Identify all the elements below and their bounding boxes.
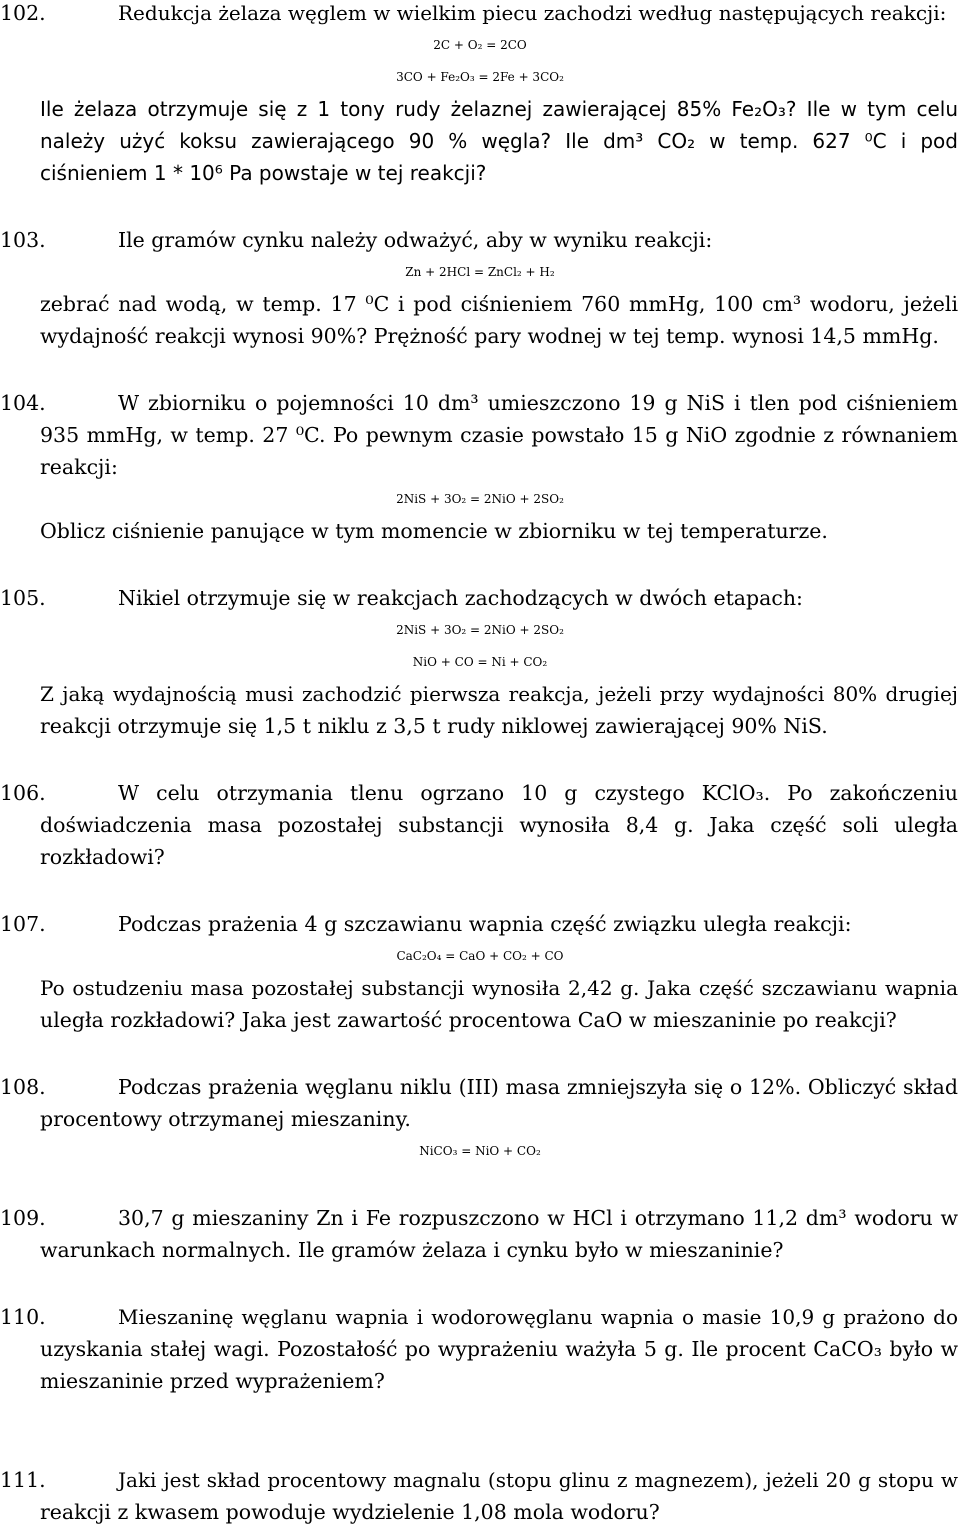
problem-lead-text: Ile gramów cynku należy odważyć, aby w wyniku reakcji: xyxy=(118,228,713,252)
problem-text-line: Ile żelaza otrzymuje się z 1 tony rudy żelaznej zawierającej 85% Fe₂O₃? Ile w tym celu xyxy=(40,97,958,121)
problem-number: 105. xyxy=(0,586,46,610)
problem-text-line: uległa rozkładowi? Jaka jest zawartość procentowa CaO w mieszaninie po reakcji? xyxy=(40,1008,897,1032)
problem-text-line: rozkładowi? xyxy=(40,845,165,869)
problem-text-line: procentowy otrzymanej mieszaniny. xyxy=(40,1107,411,1131)
problem-lead-text: Podczas prażenia węglanu niklu (III) masa zmniejszyła się o 12%. Obliczyć skład xyxy=(118,1075,958,1099)
problem-text-line: reakcji otrzymuje się 1,5 t niklu z 3,5 t rudy niklowej zawierającej 90% NiS. xyxy=(40,714,828,738)
problem-lead-text: Nikiel otrzymuje się w reakcjach zachodzących w dwóch etapach: xyxy=(118,586,803,610)
equation: 3CO + Fe₂O₃ = 2Fe + 3CO₂ xyxy=(396,70,564,84)
problem-text-line: mieszaninie przed wyprażeniem? xyxy=(40,1369,385,1393)
equation: 2C + O₂ = 2CO xyxy=(433,38,527,52)
equation: NiO + CO = Ni + CO₂ xyxy=(412,655,548,669)
problem-text-line: reakcji z kwasem powoduje wydzielenie 1,08 mola wodoru? xyxy=(40,1500,660,1524)
equation: CaC₂O₄ = CaO + CO₂ + CO xyxy=(396,949,564,963)
problem-number: 103. xyxy=(0,228,46,252)
problem-text-line: reakcji: xyxy=(40,455,118,479)
problem-text-line: Oblicz ciśnienie panujące w tym momencie w zbiorniku w tej temperaturze. xyxy=(40,519,828,543)
problem-number: 106. xyxy=(0,781,46,805)
problem-number: 110. xyxy=(0,1305,46,1329)
equation: NiCO₃ = NiO + CO₂ xyxy=(419,1144,541,1158)
problem-text-line: Z jaką wydajnością musi zachodzić pierwsza reakcja, jeżeli przy wydajności 80% drugiej xyxy=(40,682,958,706)
problem-number: 111. xyxy=(0,1468,46,1492)
problem-lead-text: Podczas prażenia 4 g szczawianu wapnia część związku uległa reakcji: xyxy=(118,912,852,936)
problem-lead-text: W celu otrzymania tlenu ogrzano 10 g czystego KClO₃. Po zakończeniu xyxy=(118,781,958,805)
problem-lead-text: Jaki jest skład procentowy magnalu (stopu glinu z magnezem), jeżeli 20 g stopu w xyxy=(118,1468,958,1492)
problem-number: 109. xyxy=(0,1206,46,1230)
problem-text-line: warunkach normalnych. Ile gramów żelaza i cynku było w mieszaninie? xyxy=(40,1238,784,1262)
problem-text-line: 935 mmHg, w temp. 27 ⁰C. Po pewnym czasie powstało 15 g NiO zgodnie z równaniem xyxy=(40,423,958,447)
problem-text-line: uzyskania stałej wagi. Pozostałość po wyprażeniu ważyła 5 g. Ile procent CaCO₃ było w xyxy=(40,1337,958,1361)
problem-text-line: doświadczenia masa pozostałej substancji wynosiła 8,4 g. Jaka część soli uległa xyxy=(40,813,958,837)
problem-number: 107. xyxy=(0,912,46,936)
problem-number: 104. xyxy=(0,391,46,415)
problem-lead-text: Redukcja żelaza węglem w wielkim piecu zachodzi według następujących reakcji: xyxy=(118,1,947,25)
problem-number: 108. xyxy=(0,1075,46,1099)
problem-text-line: Po ostudzeniu masa pozostałej substancji wynosiła 2,42 g. Jaka część szczawianu wapnia xyxy=(40,976,958,1000)
problem-text-line: należy użyć koksu zawierającego 90 % węgla? Ile dm³ CO₂ w temp. 627 ⁰C i pod xyxy=(40,129,958,153)
problem-lead-text: 30,7 g mieszaniny Zn i Fe rozpuszczono w HCl i otrzymano 11,2 dm³ wodoru w xyxy=(118,1206,958,1230)
equation: 2NiS + 3O₂ = 2NiO + 2SO₂ xyxy=(396,492,564,506)
problem-lead-text: W zbiorniku o pojemności 10 dm³ umieszczono 19 g NiS i tlen pod ciśnieniem xyxy=(118,391,958,415)
problem-text-line: wydajność reakcji wynosi 90%? Prężność pary wodnej w tej temp. wynosi 14,5 mmHg. xyxy=(40,324,939,348)
problem-number: 102. xyxy=(0,1,46,25)
problem-lead-text: Mieszaninę węglanu wapnia i wodorowęglanu wapnia o masie 10,9 g prażono do xyxy=(118,1305,958,1329)
equation: 2NiS + 3O₂ = 2NiO + 2SO₂ xyxy=(396,623,564,637)
problem-text-line: ciśnieniem 1 * 10⁶ Pa powstaje w tej reakcji? xyxy=(40,161,487,185)
problem-text-line: zebrać nad wodą, w temp. 17 ⁰C i pod ciśnieniem 760 mmHg, 100 cm³ wodoru, jeżeli xyxy=(40,292,958,316)
equation: Zn + 2HCl = ZnCl₂ + H₂ xyxy=(405,265,555,279)
